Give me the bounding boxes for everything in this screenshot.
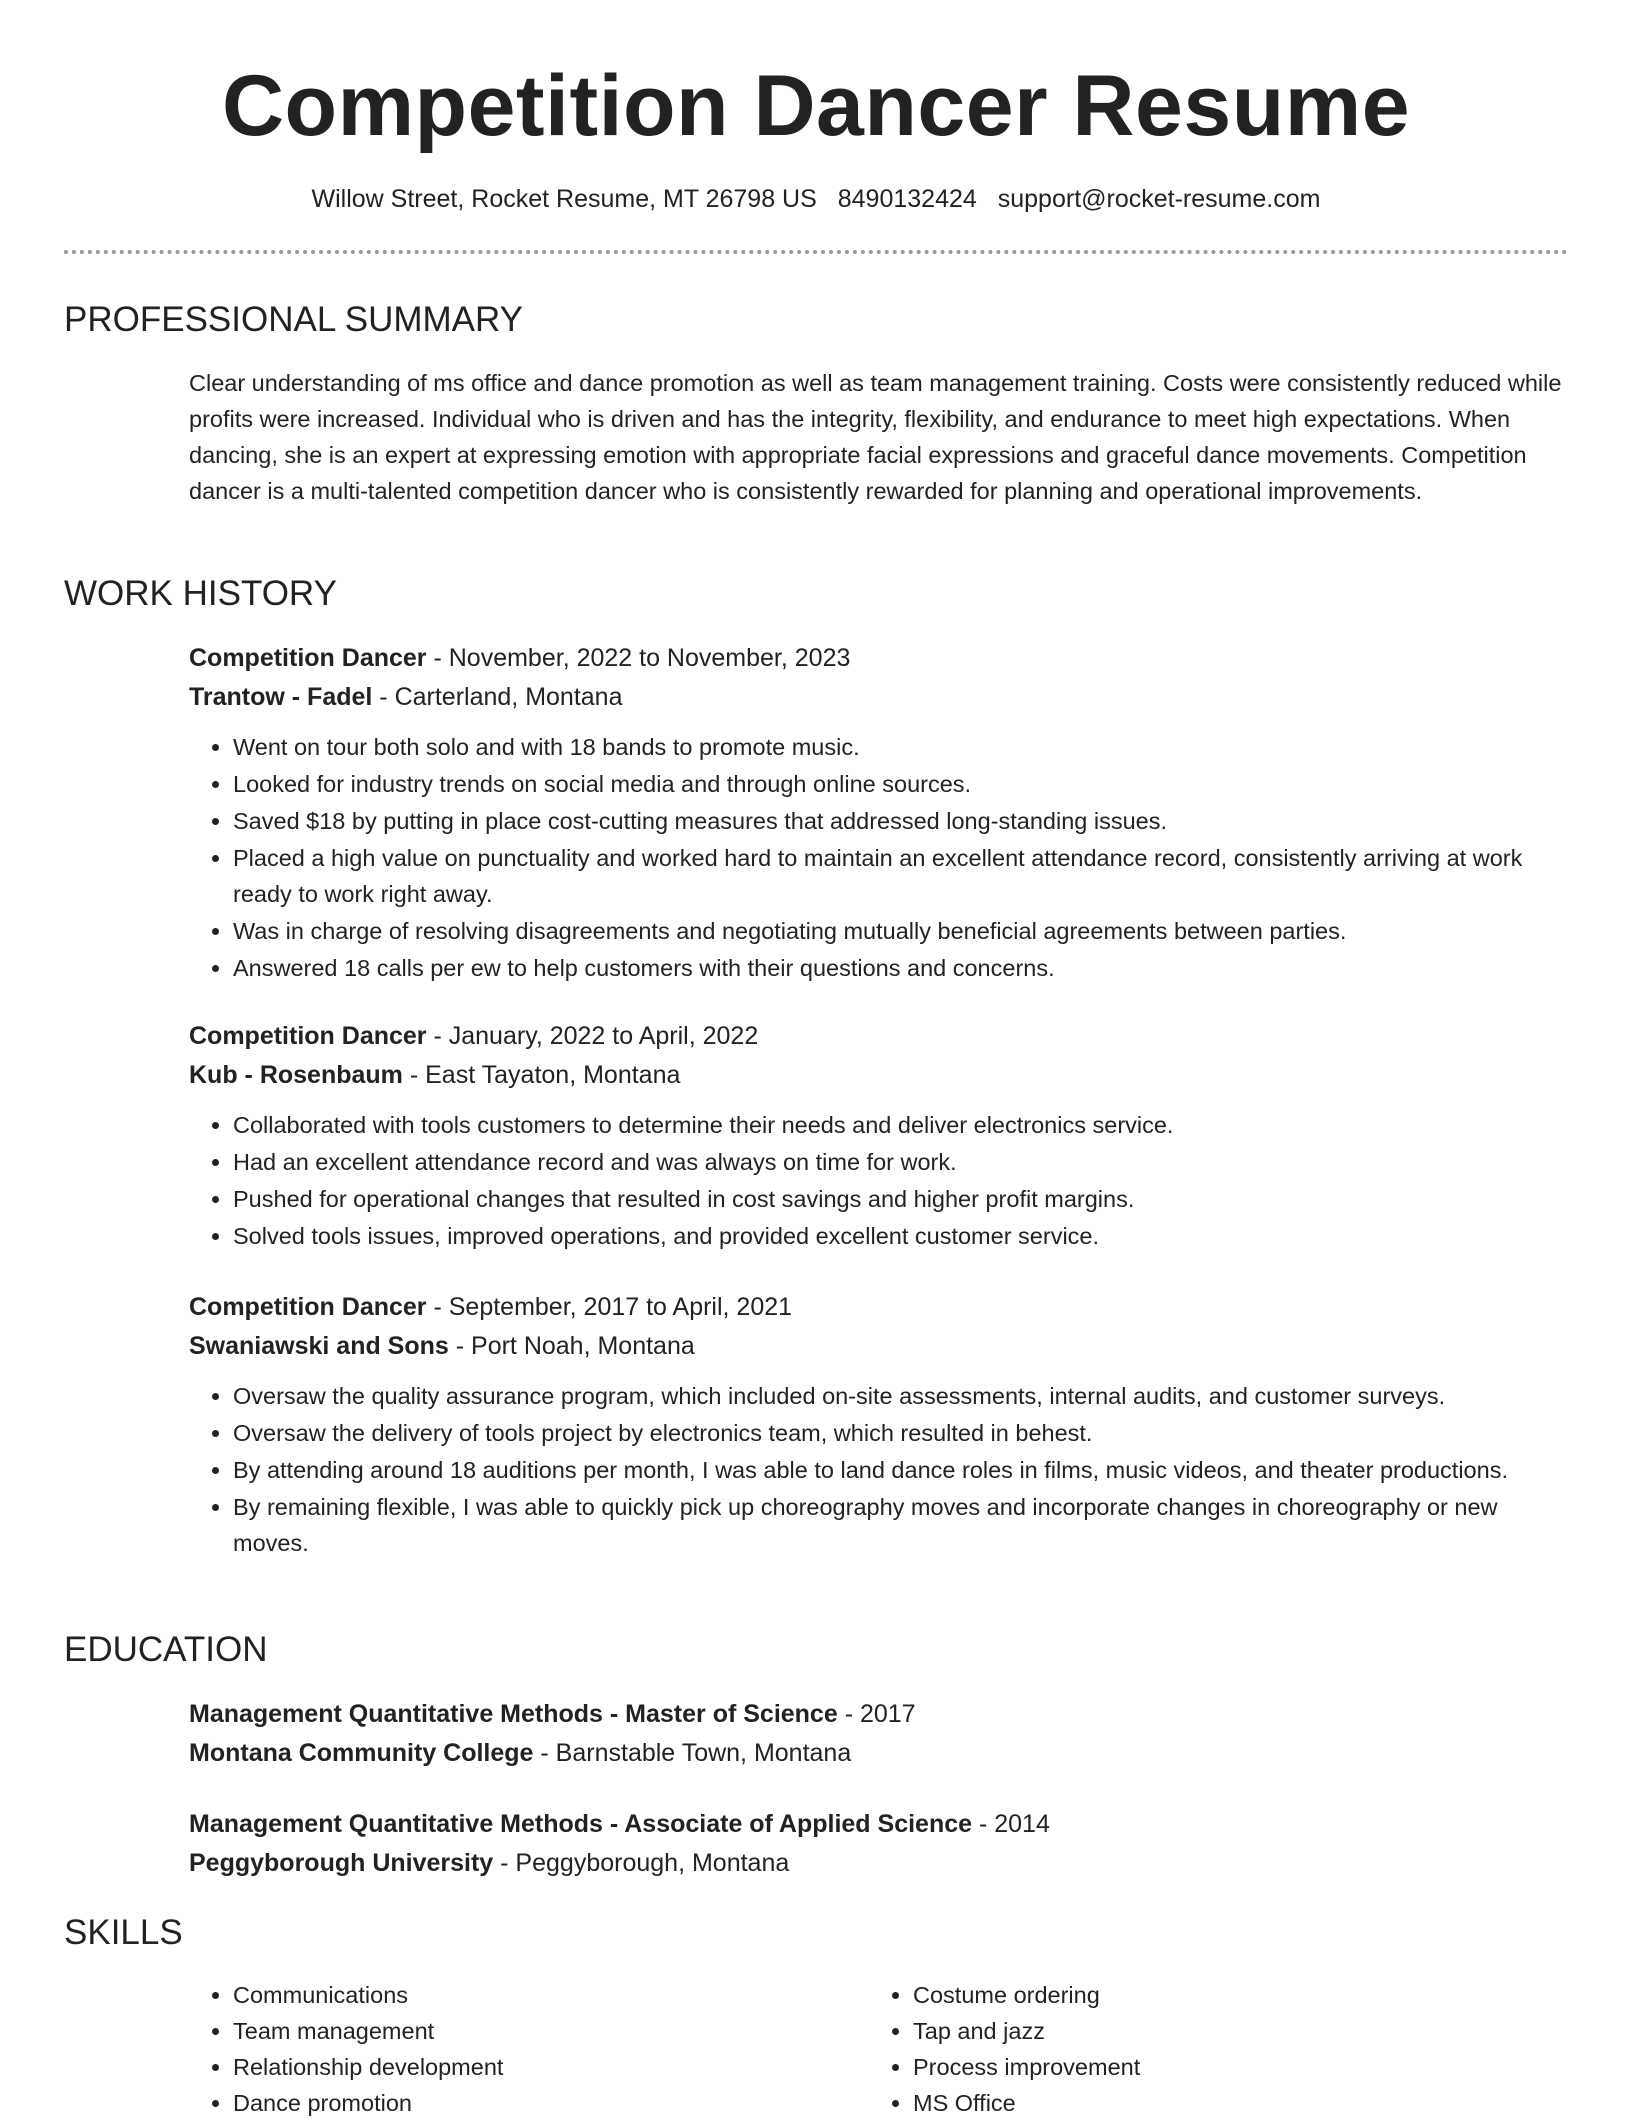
- job-company-line: [189, 678, 1569, 717]
- job-title: Competition Dancer: [189, 644, 427, 672]
- skills-list: [189, 1977, 869, 2121]
- job-dates: - November, 2022 to November, 2023: [426, 644, 851, 672]
- school-location: - Barnstable Town, Montana: [533, 1739, 852, 1767]
- list-item: • Saved $18 by putting in place cost-cutting measures that addressed long-standing issues.: [233, 803, 1569, 839]
- education-heading: EDUCATION: [64, 1630, 268, 1669]
- list-item: • Answered 18 calls per ew to help customers with their questions and concerns.: [233, 950, 1569, 986]
- education-entry-1: [189, 1695, 1569, 1773]
- job-bullets: [189, 1378, 1569, 1561]
- contact-email: support@rocket-resume.com: [997, 185, 1321, 213]
- job-title-line: [189, 1017, 1569, 1056]
- degree-line: [189, 1805, 1569, 1844]
- skill-item: • Dance promotion: [233, 2085, 869, 2121]
- list-item: • By remaining flexible, I was able to quickly pick up choreography moves and incorporate changes in choreography or new moves.: [233, 1489, 1569, 1561]
- job-entry-1: [189, 639, 1569, 987]
- education-entry-2: [189, 1805, 1569, 1883]
- contact-address: Willow Street, Rocket Resume, MT 26798 US: [311, 185, 817, 213]
- job-title: Competition Dancer: [189, 1293, 427, 1321]
- list-item: • Was in charge of resolving disagreements and negotiating mutually beneficial agreements between parties.: [233, 913, 1569, 949]
- school-name: Montana Community College: [189, 1739, 534, 1767]
- job-location: - East Tayaton, Montana: [402, 1061, 681, 1089]
- job-company-line: [189, 1327, 1569, 1366]
- job-company-line: [189, 1056, 1569, 1095]
- school-name: Peggyborough University: [189, 1849, 494, 1877]
- skill-item: • MS Office: [913, 2085, 1549, 2121]
- list-item: • Placed a high value on punctuality and worked hard to maintain an excellent attendance record, consistently arriving at work ready to work right away.: [233, 840, 1569, 912]
- school-line: [189, 1734, 1569, 1773]
- degree-year: - 2014: [972, 1810, 1050, 1838]
- list-item: • Looked for industry trends on social media and through online sources.: [233, 766, 1569, 802]
- job-location: - Port Noah, Montana: [448, 1332, 695, 1360]
- skill-item: • Tap and jazz: [913, 2013, 1549, 2049]
- job-entry-3: [189, 1288, 1569, 1562]
- list-item: • Oversaw the quality assurance program, which included on-site assessments, internal audits, and customer surveys.: [233, 1378, 1569, 1414]
- list-item: • Oversaw the delivery of tools project by electronics team, which resulted in behest.: [233, 1415, 1569, 1451]
- list-item: • Solved tools issues, improved operations, and provided excellent customer service.: [233, 1218, 1569, 1254]
- skills-column-right: [869, 1977, 1549, 2121]
- skills-list: [869, 1977, 1549, 2121]
- skills-grid: [189, 1977, 1569, 2121]
- skill-item: • Relationship development: [233, 2049, 869, 2085]
- job-entry-2: [189, 1017, 1569, 1255]
- job-company: Swaniawski and Sons: [189, 1332, 449, 1360]
- list-item: • Had an excellent attendance record and was always on time for work.: [233, 1144, 1569, 1180]
- summary-text: Clear understanding of ms office and dance promotion as well as team management training. Costs were consistently reduced while profits were increased. Individual who is driven and has the integrity, flexibility, and endurance to meet high expectations. When dancing, she is an expert at expressing emotion with appropriate facial expressions and graceful dance movements. Competition dancer is a multi-talented competition dancer who is consistently rewarded for planning and operational improvements.: [189, 370, 1562, 504]
- degree-name: Management Quantitative Methods - Associate of Applied Science: [189, 1810, 973, 1838]
- job-title-line: [189, 639, 1569, 678]
- resume-title: Competition Dancer Resume: [221, 58, 1411, 154]
- degree-year: - 2017: [837, 1700, 916, 1728]
- list-item: • Pushed for operational changes that resulted in cost savings and higher profit margins.: [233, 1181, 1569, 1217]
- list-item: • By attending around 18 auditions per month, I was able to land dance roles in films, music videos, and theater productions.: [233, 1452, 1569, 1488]
- job-company: Trantow - Fadel: [189, 683, 373, 711]
- job-title: Competition Dancer: [189, 1022, 427, 1050]
- summary-heading: PROFESSIONAL SUMMARY: [64, 300, 523, 339]
- skill-item: • Costume ordering: [913, 1977, 1549, 2013]
- job-company: Kub - Rosenbaum: [189, 1061, 403, 1089]
- job-bullets: [189, 729, 1569, 986]
- job-title-line: [189, 1288, 1569, 1327]
- list-item: • Collaborated with tools customers to determine their needs and deliver electronics service.: [233, 1107, 1569, 1143]
- contact-line: [0, 182, 1632, 216]
- degree-line: [189, 1695, 1569, 1734]
- job-dates: - September, 2017 to April, 2021: [426, 1293, 793, 1321]
- job-bullets: [189, 1107, 1569, 1254]
- school-location: - Peggyborough, Montana: [493, 1849, 790, 1877]
- skill-item: • Team management: [233, 2013, 869, 2049]
- job-location: - Carterland, Montana: [372, 683, 623, 711]
- skill-item: • Communications: [233, 1977, 869, 2013]
- job-dates: - January, 2022 to April, 2022: [426, 1022, 759, 1050]
- degree-name: Management Quantitative Methods - Master of Science: [189, 1700, 838, 1728]
- skills-heading: SKILLS: [64, 1913, 183, 1952]
- school-line: [189, 1844, 1569, 1883]
- work-history-heading: WORK HISTORY: [64, 574, 337, 613]
- header-divider: [64, 250, 1568, 254]
- list-item: • Went on tour both solo and with 18 bands to promote music.: [233, 729, 1569, 765]
- skills-column-left: [189, 1977, 869, 2121]
- skill-item: • Process improvement: [913, 2049, 1549, 2085]
- contact-phone: 8490132424: [837, 185, 977, 213]
